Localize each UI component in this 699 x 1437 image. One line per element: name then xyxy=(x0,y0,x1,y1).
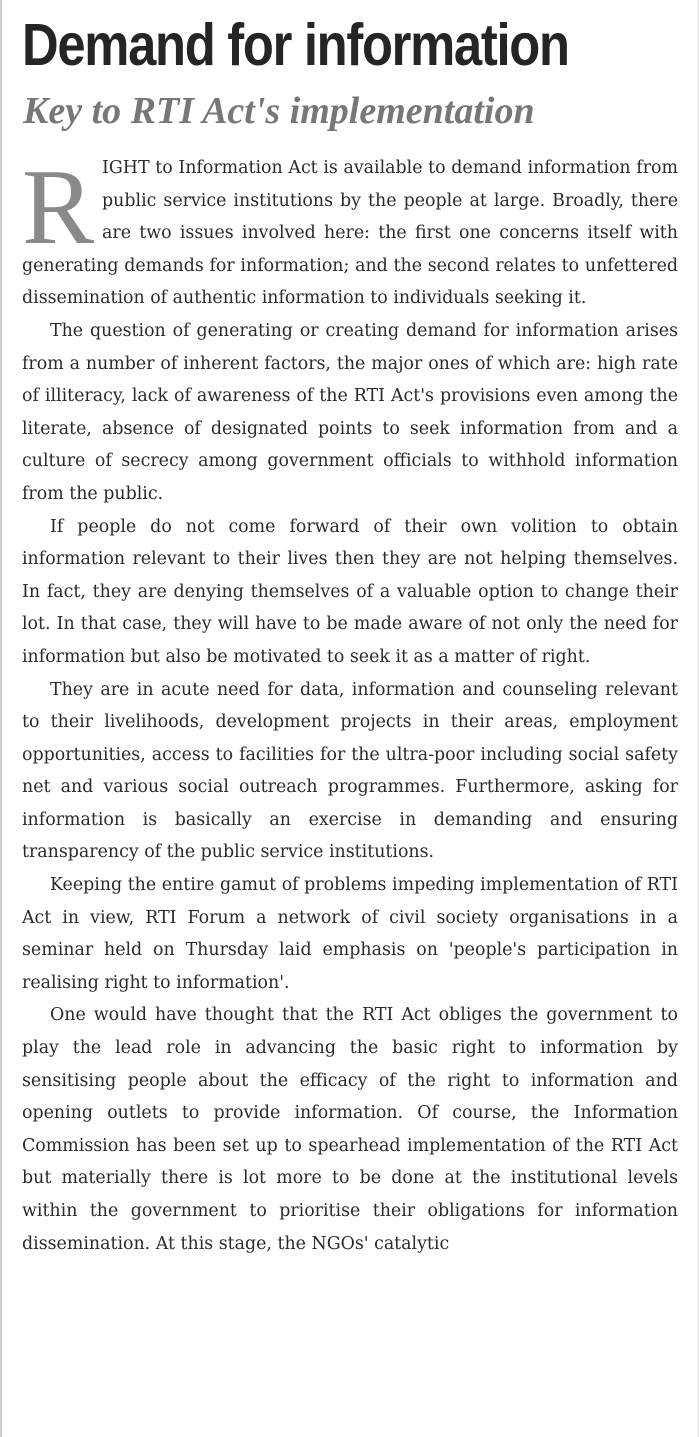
paragraph-4: They are in acute need for data, information and counseling relevant to their livelihoods, development projects in their areas, employment opportunities, access to facilities for the ultra-poor including social safety net and various social outreach programmes. Furthermore, asking for information is basically an exercise in demanding and ensuring transparency of the public service institutions. xyxy=(22,679,678,863)
paragraph-6: One would have thought that the RTI Act obliges the government to play the lead role in advancing the basic right to information by sensitising people about the efficacy of the right to information and opening outlets to provide information. Of course, the Information Commission has been set up to spearhead implementation of the RTI Act but materially there is lot more to be done at the institutional levels within the government to prioritise their obligations for information dissemination. At this stage, the NGOs' catalytic xyxy=(22,1005,678,1254)
paragraph-5: Keeping the entire gamut of problems impeding implementation of RTI Act in view, RTI Forum a network of civil society organisations in a seminar held on Thursday laid emphasis on 'people's participation in realising right to information'. xyxy=(22,875,678,993)
paragraph-1 xyxy=(22,148,678,315)
article-body xyxy=(22,148,678,1260)
paragraph-2: The question of generating or creating demand for information arises from a number of inherent factors, the major ones of which are: high rate of illiteracy, lack of awareness of the RTI Act's provisions even among the literate, absence of designated points to seek information from and a culture of secrecy among government officials to withhold information from the public. xyxy=(22,320,678,504)
paragraph-1-text: IGHT to Information Act is available to demand information from public service institutions by the people at large. Broadly, there are two issues involved here: the first one concerns itself with generating demands for information; and the second relates to unfettered dissemination of authentic information to individuals seeking it. xyxy=(22,158,678,309)
drop-cap: R xyxy=(22,148,95,267)
paragraph-3: If people do not come forward of their own volition to obtain information relevant to their lives then they are not helping themselves. In fact, they are denying themselves of a valuable option to change their lot. In that case, they will have to be made aware of not only the need for information but also be motivated to seek it as a matter of right. xyxy=(22,516,678,667)
headline: Demand for information xyxy=(22,12,569,78)
subheadline: Key to RTI Act's implementation xyxy=(23,90,535,132)
